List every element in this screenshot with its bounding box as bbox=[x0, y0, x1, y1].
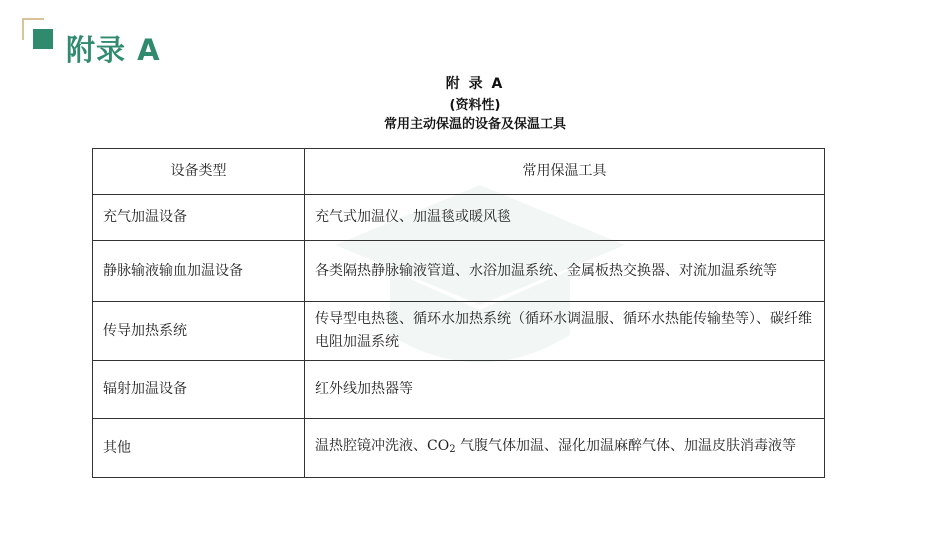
cell-device-type: 充气加温设备 bbox=[93, 195, 305, 241]
cell-tools: 传导型电热毯、循环水加热系统（循环水调温服、循环水热能传输垫等）、碳纤维电阻加温系统 bbox=[305, 302, 825, 361]
cell-device-type: 静脉输液输血加温设备 bbox=[93, 241, 305, 302]
cell-tools: 红外线加热器等 bbox=[305, 361, 825, 419]
slide-title: 附录 A bbox=[66, 33, 161, 67]
cell-tools: 充气式加温仪、加温毯或暖风毯 bbox=[305, 195, 825, 241]
cell-device-type: 传导加热系统 bbox=[93, 302, 305, 361]
cell-text-after: 气腹气体加温、湿化加温麻醉气体、加温皮肤消毒液等 bbox=[455, 438, 797, 454]
appendix-table-title: 常用主动保温的设备及保温工具 bbox=[383, 117, 566, 132]
corner-decoration-square bbox=[33, 29, 53, 49]
cell-tools bbox=[305, 419, 825, 478]
equipment-table bbox=[92, 148, 825, 478]
appendix-heading: 附 录 A bbox=[445, 76, 505, 92]
table-row bbox=[93, 302, 825, 361]
cell-tools: 各类隔热静脉输液管道、水浴加温系统、金属板热交换器、对流加温系统等 bbox=[305, 241, 825, 302]
header-device-type: 设备类型 bbox=[93, 149, 305, 195]
table-row bbox=[93, 241, 825, 302]
table-row bbox=[93, 361, 825, 419]
cell-text-before: 温热腔镜冲洗液、CO bbox=[315, 438, 450, 454]
cell-device-type: 辐射加温设备 bbox=[93, 361, 305, 419]
cell-device-type: 其他 bbox=[93, 419, 305, 478]
appendix-subheading: (资料性) bbox=[449, 98, 501, 113]
header-tools: 常用保温工具 bbox=[305, 149, 825, 195]
table-header-row bbox=[93, 149, 825, 195]
table-row bbox=[93, 419, 825, 478]
subscript-2: 2 bbox=[449, 444, 456, 455]
table-row bbox=[93, 195, 825, 241]
